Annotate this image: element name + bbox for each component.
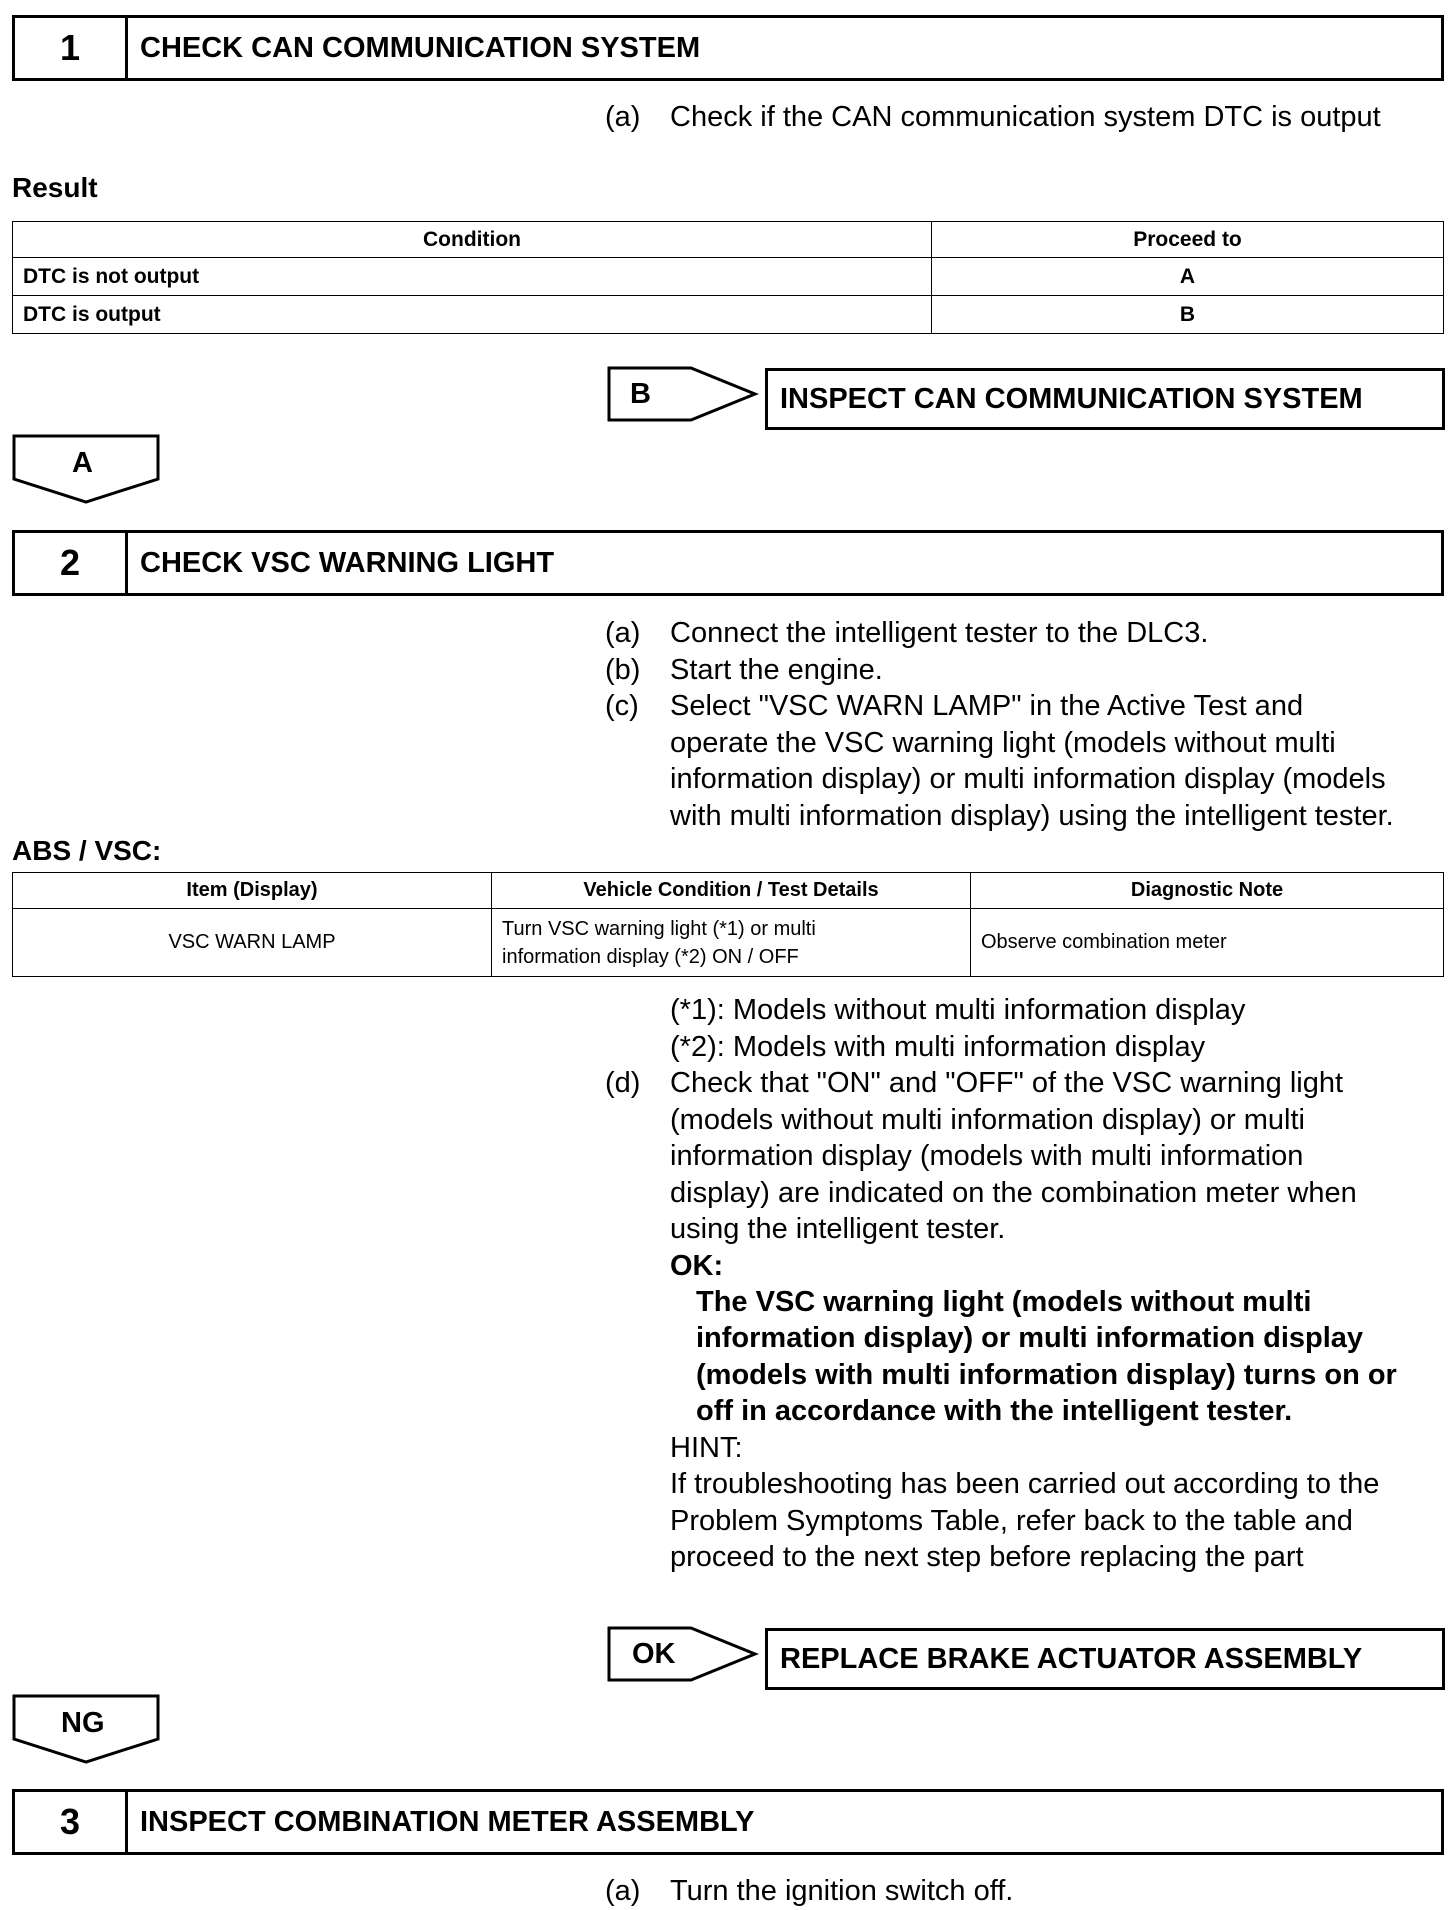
step-3-a-label: (a) [605, 1875, 641, 1907]
table-row [13, 909, 1444, 977]
table-header-condition: Condition [13, 222, 932, 258]
table-header-row [13, 222, 1444, 258]
step-2-c-line: operate the VSC warning light (models without multi [670, 727, 1336, 759]
footnote-2: (*2): Models with multi information display [670, 1031, 1206, 1063]
step-2-d-line: using the intelligent tester. [670, 1213, 1006, 1245]
step-2-header [12, 530, 1444, 596]
step-2-d-label: (d) [605, 1067, 641, 1099]
step-2-c-line: information display) or multi information display (models [670, 763, 1386, 795]
table-row [13, 258, 1444, 296]
step-2-c-line: Select "VSC WARN LAMP" in the Active Test and [670, 690, 1304, 722]
step-2-a-text: Connect the intelligent tester to the DLC3. [670, 617, 1209, 649]
table-cell: B [932, 296, 1444, 334]
condition-line: information display (*2) ON / OFF [502, 945, 799, 968]
active-test-table [12, 872, 1444, 977]
ok-line: (models with multi information display) turns on or [696, 1359, 1397, 1391]
result-heading: Result [12, 172, 98, 203]
table-cell-item: VSC WARN LAMP [13, 909, 492, 977]
step-2-d-line: (models without multi information display) or multi [670, 1104, 1305, 1136]
step-2-c-line: with multi information display) using the intelligent tester. [670, 800, 1394, 832]
step-1-header [12, 15, 1444, 81]
table-row [13, 296, 1444, 334]
hint-heading: HINT: [670, 1432, 743, 1464]
hint-line: If troubleshooting has been carried out according to the [670, 1468, 1380, 1500]
branch-b-action: INSPECT CAN COMMUNICATION SYSTEM [765, 368, 1445, 430]
step-3-a-text: Turn the ignition switch off. [670, 1875, 1014, 1907]
result-table [12, 221, 1444, 334]
step-title: CHECK VSC WARNING LIGHT [140, 546, 555, 579]
table-cell: DTC is not output [13, 258, 932, 296]
branch-ng-label: NG [61, 1707, 105, 1739]
step-2-a-label: (a) [605, 617, 641, 649]
step-number: 1 [15, 18, 128, 78]
branch-ok-arrow-icon [607, 1626, 757, 1684]
table-header-proceed: Proceed to [932, 222, 1444, 258]
branch-ok-action: REPLACE BRAKE ACTUATOR ASSEMBLY [765, 1628, 1445, 1690]
ok-line: information display) or multi information display [696, 1322, 1364, 1354]
step-title: CHECK CAN COMMUNICATION SYSTEM [140, 31, 701, 64]
hint-line: Problem Symptoms Table, refer back to the table and [670, 1505, 1353, 1537]
step-3-header [12, 1789, 1444, 1855]
hint-line: proceed to the next step before replacing the part [670, 1541, 1304, 1573]
ok-line: off in accordance with the intelligent tester. [696, 1395, 1293, 1427]
step-2-c-label: (c) [605, 690, 639, 722]
footnote-1: (*1): Models without multi information display [670, 994, 1246, 1026]
abs-vsc-heading: ABS / VSC: [12, 835, 162, 866]
ok-heading: OK: [670, 1250, 724, 1282]
table-header-row [13, 873, 1444, 909]
step-number: 3 [15, 1792, 128, 1852]
step-2-d-line: display) are indicated on the combination meter when [670, 1177, 1357, 1209]
branch-a-label: A [72, 447, 93, 479]
table-cell-note: Observe combination meter [971, 909, 1444, 977]
step-1-a-text: Check if the CAN communication system DTC is output [670, 101, 1381, 133]
step-title: INSPECT COMBINATION METER ASSEMBLY [140, 1805, 755, 1838]
branch-ok-label: OK [632, 1638, 676, 1670]
table-header-item: Item (Display) [13, 873, 492, 909]
table-cell-condition [492, 909, 971, 977]
condition-line: Turn VSC warning light (*1) or multi [502, 917, 816, 940]
table-header-condition: Vehicle Condition / Test Details [492, 873, 971, 909]
ok-line: The VSC warning light (models without multi [696, 1286, 1312, 1318]
step-2-b-label: (b) [605, 654, 641, 686]
table-cell: A [932, 258, 1444, 296]
branch-b-label: B [630, 378, 651, 410]
step-1-a-label: (a) [605, 101, 641, 133]
step-number: 2 [15, 533, 128, 593]
table-header-note: Diagnostic Note [971, 873, 1444, 909]
table-cell: DTC is output [13, 296, 932, 334]
step-2-b-text: Start the engine. [670, 654, 883, 686]
step-2-d-line: Check that "ON" and "OFF" of the VSC warning light [670, 1067, 1344, 1099]
step-2-d-line: information display (models with multi information [670, 1140, 1304, 1172]
